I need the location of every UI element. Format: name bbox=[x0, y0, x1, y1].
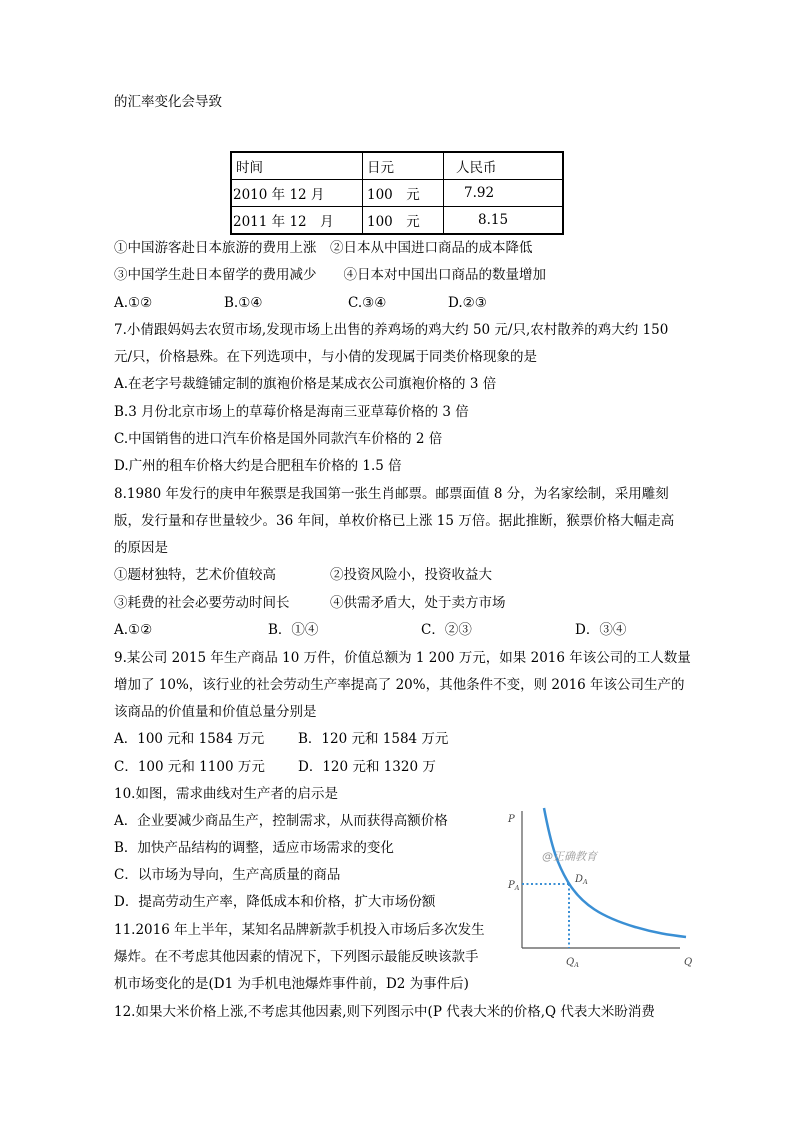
q6-statements-2: ③中国学生赴日本留学的费用减少 ④日本对中国出口商品的数量增加 bbox=[114, 267, 546, 283]
exchange-rate-table bbox=[230, 151, 564, 235]
cell-yen: 100 元 bbox=[363, 180, 444, 207]
table-header-row bbox=[231, 152, 563, 180]
header-rmb: 人民币 bbox=[444, 152, 564, 180]
q10-option-a: A．企业要减少商品生产，控制需求，从而获得高额价格 bbox=[114, 813, 448, 829]
cell-rmb: 7.92 bbox=[444, 180, 564, 207]
q6-option-b: B.①④ bbox=[224, 295, 263, 311]
q8-option-c: C．②③ bbox=[421, 622, 472, 638]
x-axis-label: Q bbox=[684, 957, 693, 968]
header-time: 时间 bbox=[231, 152, 363, 180]
q8-statement-3: ③耗费的社会必要劳动时间长 bbox=[114, 595, 290, 611]
q9-option-c: C．100 元和 1100 万元 bbox=[114, 759, 265, 775]
q8-stem-2: 版，发行量和存世量较少。36 年间，单枚价格已上涨 15 万倍。据此推断，猴票价格大幅走高 bbox=[114, 513, 675, 529]
q9-stem-1: 9.某公司 2015 年生产商品 10 万件，价值总额为 1 200 万元，如果 2016 年该公司的工人数量 bbox=[114, 650, 691, 666]
q9-stem-2: 增加了 10%，该行业的社会劳动生产率提高了 20%，其他条件不变，则 2016 年该公司生产的 bbox=[114, 677, 685, 693]
intro-text: 的汇率变化会导致 bbox=[114, 94, 222, 110]
q7-option-a: A.在老字号裁缝铺定制的旗袍价格是某成衣公司旗袍价格的 3 倍 bbox=[114, 376, 497, 392]
point-a-label: $D_A$ bbox=[575, 874, 588, 886]
q8-statement-4: ④供需矛盾大，处于卖方市场 bbox=[330, 595, 506, 611]
q7-option-c: C.中国销售的进口汽车价格是国外同款汽车价格的 2 倍 bbox=[114, 431, 443, 447]
q8-statement-2: ②投资风险小，投资收益大 bbox=[330, 567, 492, 583]
table-row bbox=[231, 180, 563, 207]
q6-option-c: C.③④ bbox=[348, 295, 387, 311]
cell-time: 2010 年 12 月 bbox=[231, 180, 363, 207]
q10-option-d: D．提高劳动生产率，降低成本和价格，扩大市场份额 bbox=[114, 894, 436, 910]
q8-stem-3: 的原因是 bbox=[114, 540, 168, 556]
watermark-text: @正确教育 bbox=[542, 850, 597, 863]
price-a-label: $P_A$ bbox=[508, 880, 520, 892]
q8-option-b: B．①④ bbox=[268, 622, 319, 638]
q8-option-d: D．③④ bbox=[575, 622, 627, 638]
q10-option-b: B．加快产品结构的调整，适应市场需求的变化 bbox=[114, 840, 394, 856]
q6-option-a: A.①② bbox=[114, 295, 153, 311]
q7-option-d: D.广州的租车价格大约是合肥租车价格的 1.5 倍 bbox=[114, 458, 402, 474]
q6-option-d: D.②③ bbox=[448, 295, 487, 311]
q9-stem-3: 该商品的价值量和价值总量分别是 bbox=[114, 704, 317, 720]
q8-option-a: A.①② bbox=[114, 622, 153, 638]
q12-stem: 12.如果大米价格上涨,不考虑其他因素,则下列图示中(P 代表大米的价格,Q 代表大米盼消费 bbox=[114, 1004, 655, 1020]
table-row bbox=[231, 207, 563, 235]
cell-time: 2011 年 12 月 bbox=[231, 207, 363, 235]
q8-stem-1: 8.1980 年发行的庚申年猴票是我国第一张生肖邮票。邮票面值 8 分，为名家绘制，采用雕刻 bbox=[114, 486, 669, 502]
q7-stem-2: 元/只，价格悬殊。在下列选项中，与小倩的发现属于同类价格现象的是 bbox=[114, 349, 538, 365]
header-yen: 日元 bbox=[363, 152, 444, 180]
y-axis-label: P bbox=[508, 814, 515, 825]
cell-yen: 100 元 bbox=[363, 207, 444, 235]
q10-stem: 10.如图，需求曲线对生产者的启示是 bbox=[114, 786, 338, 802]
cell-rmb: 8.15 bbox=[444, 207, 564, 235]
q9-option-a: A．100 元和 1584 万元 bbox=[114, 731, 265, 747]
q8-statement-1: ①题材独特，艺术价值较高 bbox=[114, 567, 276, 583]
q11-stem-3: 机市场变化的是(D1 为手机电池爆炸事件前，D2 为事件后) bbox=[114, 976, 469, 992]
q9-option-d: D．120 元和 1320 万 bbox=[298, 759, 436, 775]
q11-stem-2: 爆炸。在不考虑其他因素的情况下，下列图示最能反映该款手 bbox=[114, 949, 479, 965]
q7-option-b: B.3 月份北京市场上的草莓价格是海南三亚草莓价格的 3 倍 bbox=[114, 404, 469, 420]
demand-curve bbox=[544, 808, 686, 937]
quantity-a-label: $Q_A$ bbox=[566, 957, 579, 969]
q10-option-c: C．以市场为导向，生产高质量的商品 bbox=[114, 867, 341, 883]
q7-stem-1: 7.小倩跟妈妈去农贸市场,发现市场上出售的养鸡场的鸡大约 50 元/只,农村散养的鸡大约 150 bbox=[114, 322, 669, 338]
demand-curve-chart bbox=[500, 805, 700, 970]
q11-stem-1: 11.2016 年上半年，某知名品牌新款手机投入市场后多次发生 bbox=[114, 922, 485, 938]
q9-option-b: B．120 元和 1584 万元 bbox=[298, 731, 449, 747]
q6-statements-1: ①中国游客赴日本旅游的费用上涨 ②日本从中国进口商品的成本降低 bbox=[114, 240, 533, 256]
